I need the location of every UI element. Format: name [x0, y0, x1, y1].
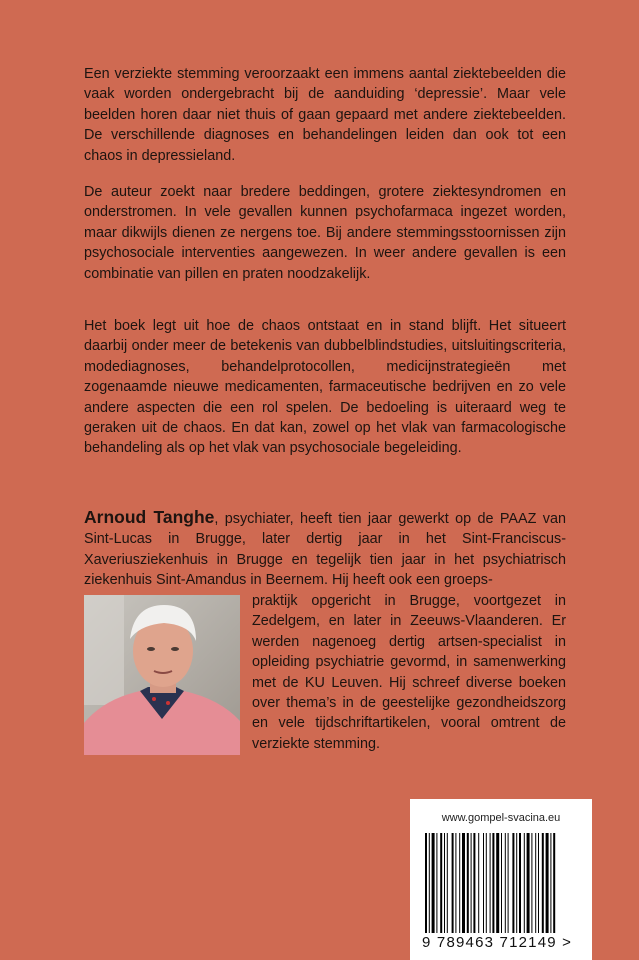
author-bio-text: , psychiater, heeft tien jaar gewerkt op de PAAZ van Sint-Lucas in Brugge, later dertig jaar in het Sint-Franciscus-Xaveriusziekenhuis in Brugge en tegelijk tien jaar in het psychiatrisch ziekenhuis Sint-Amandus in Beernem. Hij heeft ook een groeps- [84, 511, 566, 589]
publisher-url: www.gompel-svacina.eu [441, 812, 561, 824]
author-photo [84, 595, 240, 755]
blurb-paragraph-1: Een verziekte stemming veroorzaakt een immens aantal ziektebeelden die vaak worden ondergebracht bij de aanduiding ‘depressie’. Maar vele beelden horen daar niet thuis of gaan gepaard met andere ziektebeelden. De verschillende diagnoses en behandelingen leiden dan ook tot een chaos in depressieland. [84, 66, 566, 164]
author-bio-continued: praktijk opgericht in Brugge, voortgezet in Zedelgem, en later in Zeeuws-Vlaanderen. Er werden nagenoeg dertig artsen-specialist in opleiding psychiatrie gevormd, in samenwerking met de KU Leuven. Hij schreef diverse boeken over thema’s in de geestelijke gezondheidszorg en vele tijdschriftartikelen, vooral omtrent de verziekte stemming. [252, 593, 566, 752]
author-name: Arnoud Tanghe [84, 507, 215, 527]
barcode-panel [410, 799, 592, 960]
blurb-paragraph-3: Het boek legt uit hoe de chaos ontstaat en in stand blijft. Het situeert daarbij onder meer de betekenis van dubbelblindstudies, uitsluitingscriteria, modediagnoses, behandelprotocollen, medicijnstrategieën met zogenaamde nieuwe medicamenten, farmaceutische bedrijven en zo vele andere aspecten die een rol spelen. De bedoeling is uiteraard weg te geraken uit de chaos. En dat kan, zowel op het vlak van farmacologische behandeling als op het vlak van psychosociale begeleiding. [84, 318, 566, 457]
author-bio [84, 507, 566, 591]
isbn-number: 9 789463 712149 > [422, 934, 573, 951]
barcode-icon [421, 833, 581, 933]
blurb-paragraph-2: De auteur zoekt naar bredere beddingen, grotere ziektesyndromen en onderstromen. In vele gevallen kunnen psychofarmaca ingezet worden, maar dikwijls dienen ze nergens toe. Bij andere stemmingsstoornissen zijn psychosociale interventies aangewezen. In weer andere gevallen is een combinatie van pillen en praten noodzakelijk. [84, 184, 566, 282]
